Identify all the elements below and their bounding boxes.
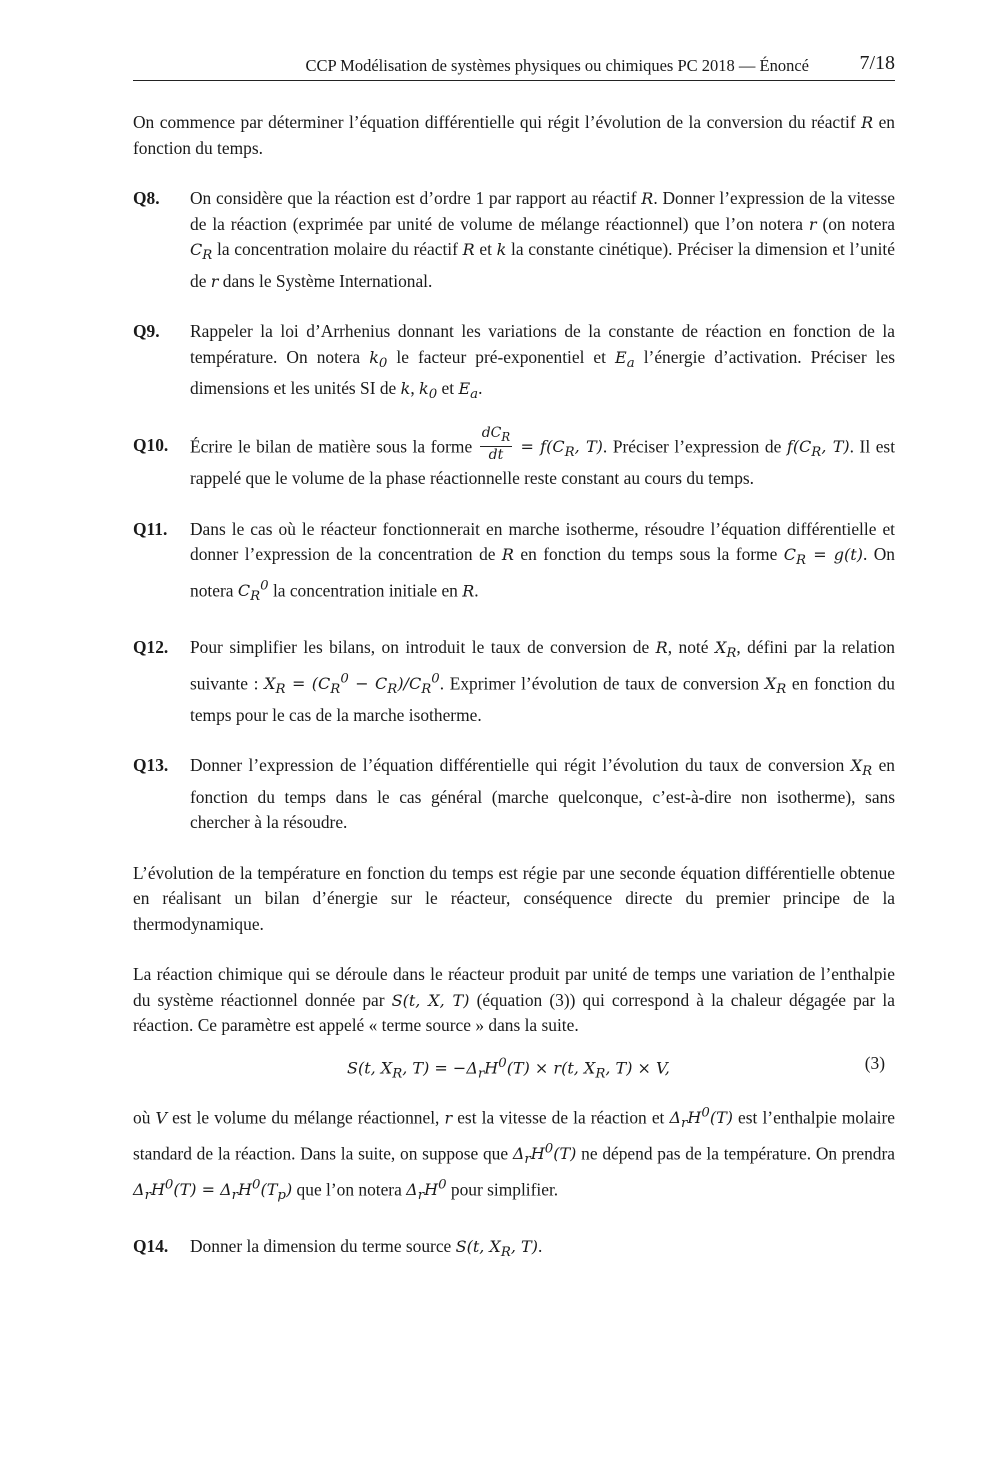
question-q12 bbox=[133, 635, 895, 728]
question-q9 bbox=[133, 319, 895, 408]
question-label: Q12. bbox=[133, 636, 169, 657]
question-label: Q13. bbox=[133, 755, 169, 776]
question-text: Écrire le bilan de matière sous la forme $\frac{dC_R}{dt}$ = $f(C_R$, T). Préciser l’expression de $f(C_R$, T). Il est rappelé que le volume de la phase réactionnelle reste constant au cours du temps. bbox=[190, 425, 896, 489]
question-label: Q14. bbox=[133, 1235, 169, 1256]
question-label: Q8. bbox=[133, 188, 160, 208]
question-q14 bbox=[133, 1234, 895, 1266]
question-text: Rappeler la loi d’Arrhenius donnant les variations de la constante de réaction en fonction de la température. On notera $k_0$ le facteur pré-exponentiel et $E_a$ l’énergie d’activation. Préciser les dimensions et les unités SI de k, $k_0$ et $E_a$. bbox=[190, 321, 896, 403]
question-text: Pour simplifier les bilans, on introduit le taux de conversion de R, noté $X_R$, défini par la relation suivante : $X_R = (C_R^0 - C_R)/C_R^0$. Exprimer l’évolution de taux de conversion $X_R$ en fonction du temps pour le cas de la marche isotherme. bbox=[190, 636, 895, 725]
fraction-dcr-dt: $\frac{dC_R}{dt}$ bbox=[481, 425, 511, 463]
question-label: Q10. bbox=[133, 435, 169, 456]
question-q11 bbox=[133, 517, 895, 610]
question-q10 bbox=[133, 425, 896, 492]
intro-paragraph: On commence par déterminer l’équation différentielle qui régit l’évolution de la conversion du réactif R en fonction du temps. bbox=[133, 112, 896, 158]
page-number: 7/18 bbox=[859, 52, 895, 74]
where-paragraph: où V est le volume du mélange réactionnel, r est la vitesse de la réaction et $\Delta_rH^0(T)$ est l’enthalpie molaire standard de la réaction. Dans la suite, on suppose que $\Delta_rH^0(T)$ ne dépend pas de la température. On prendra $\Delta_rH^0(T) = \Delta_rH^0(T_p)$ que l’on notera $\Delta_rH^0$ pour simplifier. bbox=[133, 1105, 895, 1204]
equation-expression: S(t, $X_R$, $T) = -\Delta_rH^0(T) \times r(t$, $X_R$, T) × V, bbox=[347, 1055, 670, 1082]
page-header bbox=[133, 52, 895, 81]
page-content bbox=[133, 110, 895, 1290]
energy-paragraph: L’évolution de la température en fonction du temps est régie par une seconde équation différentielle obtenue en réalisant un bilan d’énergie sur le réacteur, conséquence directe du premier principe de la thermodynamique. bbox=[133, 862, 895, 934]
question-text: On considère que la réaction est d’ordre 1 par rapport au réactif R. Donner l’expression de la vitesse de la réaction (exprimée par unité de volume de mélange réactionnel) que l’on notera r (on notera $C_R$ la concentration molaire du réactif R et k la constante cinétique). Préciser la dimension et l’unité de r dans le Système International. bbox=[190, 188, 895, 291]
question-text: Dans le cas où le réacteur fonctionnerait en marche isotherme, résoudre l’équation différentielle et donner l’expression de la concentration de R en fonction du temps sous la forme $C_R = g(t)$. On notera $C_R^0$ la concentration initiale en R. bbox=[190, 518, 896, 605]
source-paragraph: La réaction chimique qui se déroule dans le réacteur produit par unité de temps une variation de l’enthalpie du système réactionnel donnée par S(t, X, T) (équation (3)) qui correspond à la chaleur dégagée par la réaction. Ce paramètre est appelé « terme source » dans la suite. bbox=[133, 964, 895, 1036]
question-text: Donner l’expression de l’équation différentielle qui régit l’évolution du taux de conversion $X_R$ en fonction du temps dans le cas général (marche quelconque, c’est-à-dire non isotherme), sans chercher à la résoudre. bbox=[190, 755, 895, 833]
question-label: Q11. bbox=[133, 518, 168, 539]
equation-3 bbox=[133, 1051, 895, 1082]
question-q13 bbox=[133, 753, 895, 836]
question-q8 bbox=[133, 186, 895, 294]
header-title: CCP Modélisation de systèmes physiques ou chimiques PC 2018 — Énoncé bbox=[305, 56, 809, 75]
equation-number: (3) bbox=[864, 1052, 885, 1073]
question-label: Q9. bbox=[133, 321, 160, 342]
question-text: Donner la dimension du terme source S(t, $X_R$, T). bbox=[190, 1235, 543, 1260]
